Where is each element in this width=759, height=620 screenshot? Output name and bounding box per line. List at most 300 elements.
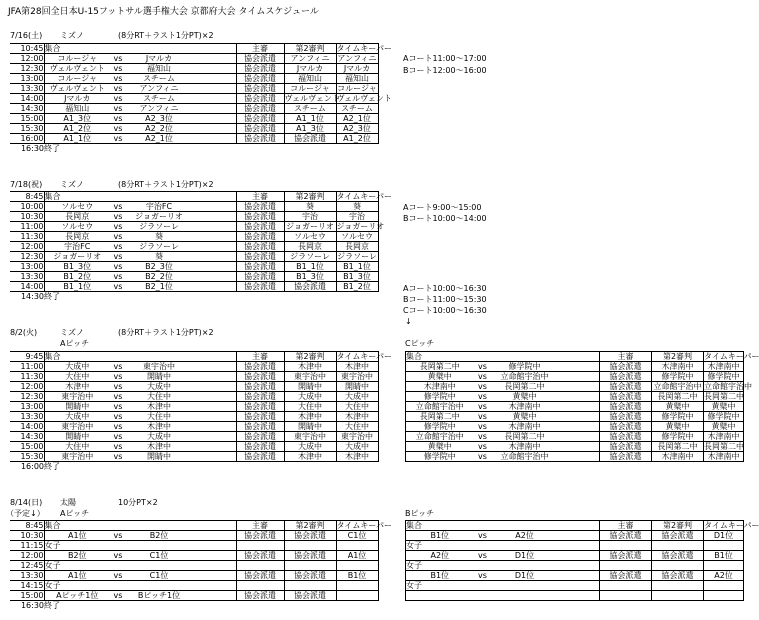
empty-cell	[600, 561, 652, 571]
match-row	[10, 561, 378, 571]
day4-pitch-a-table	[10, 520, 392, 610]
spacer-cell	[192, 272, 236, 282]
home-team: コルージャ	[44, 74, 110, 84]
match-row	[406, 392, 744, 402]
home-team: ヴェルヴェント	[44, 64, 110, 74]
second-referee: 黄檗中	[652, 422, 704, 432]
day4-pitch-b-table	[405, 520, 759, 601]
spacer-cell	[192, 392, 236, 402]
match-time: 13:30	[10, 571, 44, 581]
away-team: B2_3位	[126, 262, 192, 272]
timekeeper: B1_2位	[336, 282, 378, 292]
home-team: 宇治FC	[44, 242, 110, 252]
spacer-cell	[558, 402, 600, 412]
referee: 協会派遣	[600, 571, 652, 581]
header-assembly: 集合	[44, 44, 192, 54]
vs-label: vs	[474, 551, 492, 561]
home-team: A1_2位	[44, 124, 110, 134]
match-row	[10, 422, 378, 432]
match-row	[10, 212, 378, 222]
second-referee: 木津南中	[652, 452, 704, 462]
vs-label: vs	[110, 232, 126, 242]
home-team: 大住中	[44, 442, 110, 452]
second-referee: 大成中	[284, 442, 336, 452]
vs-label: vs	[110, 531, 126, 541]
match-time: 12:00	[10, 382, 44, 392]
day2-court-note-b: Bコート10:00～14:00	[403, 214, 487, 223]
timekeeper: ヴェルヴェント	[336, 94, 392, 103]
second-referee: 協会派遣	[652, 531, 704, 541]
timekeeper: アンフィニ	[337, 54, 377, 63]
vs-label: vs	[110, 372, 126, 382]
vs-label: vs	[474, 362, 492, 372]
second-referee: ジョガーリオ	[284, 222, 336, 232]
away-team: 木津中	[126, 422, 192, 432]
away-team: 大成中	[126, 382, 192, 392]
empty-cell	[558, 591, 600, 601]
spacer-cell	[192, 282, 236, 292]
vs-label: vs	[110, 442, 126, 452]
home-team: 開睛中	[44, 432, 110, 442]
day3-court-note-b: Bコート11:00～15:30	[403, 295, 487, 304]
vs-label: vs	[110, 84, 126, 94]
away-team: A2_3位	[126, 114, 192, 124]
home-team: 長岡第二中	[406, 362, 474, 372]
spacer-cell	[192, 402, 236, 412]
match-row	[10, 571, 378, 581]
match-row	[406, 561, 744, 571]
home-team: 長岡京	[44, 212, 110, 222]
empty-cell	[704, 561, 744, 571]
second-referee: 修学院中	[652, 412, 704, 422]
away-team: スチーム	[126, 94, 192, 104]
match-label: 女子	[44, 561, 192, 571]
home-team: A1_1位	[44, 134, 110, 144]
away-team: 葵	[126, 252, 192, 262]
spacer-cell	[192, 412, 236, 422]
timekeeper: A2_1位	[336, 114, 378, 124]
second-referee: 大住中	[284, 402, 336, 412]
vs-label: vs	[110, 412, 126, 422]
match-row	[10, 64, 378, 74]
home-team: ジョガーリオ	[44, 252, 110, 262]
header-timekeeper: タイムキーパー	[336, 521, 392, 530]
vs-label: vs	[110, 571, 126, 581]
vs-label: vs	[110, 74, 126, 84]
match-row	[10, 124, 378, 134]
timekeeper: 木津南中	[704, 432, 744, 442]
spacer-cell	[192, 442, 236, 452]
spacer-cell	[558, 362, 600, 372]
end-label: 終了	[44, 462, 60, 471]
referee: 協会派遣	[600, 362, 652, 372]
vs-label: vs	[110, 362, 126, 372]
referee: 協会派遣	[236, 571, 284, 581]
referee: 協会派遣	[236, 272, 284, 282]
header-assembly: 集合	[44, 521, 192, 531]
away-team: 修学院中	[492, 362, 558, 372]
header-row	[10, 44, 378, 54]
referee: 協会派遣	[600, 392, 652, 402]
empty-cell	[558, 561, 600, 571]
second-referee: 協会派遣	[284, 571, 336, 581]
referee: 協会派遣	[600, 422, 652, 432]
timekeeper: A1_2位	[336, 134, 378, 144]
match-time: 14:00	[10, 422, 44, 432]
vs-label: vs	[110, 392, 126, 402]
referee: 協会派遣	[236, 134, 284, 144]
match-row	[10, 531, 378, 541]
match-time: 10:30	[10, 531, 44, 541]
away-team: Jマルカ	[126, 54, 192, 64]
second-referee: 開睛中	[284, 422, 336, 432]
second-referee: B1_3位	[284, 272, 336, 282]
referee: 協会派遣	[236, 591, 284, 601]
vs-label: vs	[110, 212, 126, 222]
spacer-cell	[558, 571, 600, 581]
spacer-cell	[192, 134, 236, 144]
match-row	[10, 551, 378, 561]
empty-cell	[600, 581, 652, 591]
empty-cell	[236, 581, 284, 591]
match-row	[10, 134, 378, 144]
home-team: 修学院中	[406, 452, 474, 462]
away-team: Bピッチ1位	[126, 591, 192, 601]
second-referee: ソルセウ	[284, 232, 336, 242]
second-referee: A1_3位	[284, 124, 336, 134]
vs-label: vs	[110, 272, 126, 282]
referee: 協会派遣	[236, 242, 284, 252]
vs-label: vs	[474, 382, 492, 392]
vs-label: vs	[474, 392, 492, 402]
empty-cell	[652, 541, 704, 551]
header-row	[406, 352, 744, 362]
match-row	[10, 362, 378, 372]
away-team: 葵	[126, 232, 192, 242]
timekeeper: コルージャ	[337, 84, 377, 93]
vs-label: vs	[110, 134, 126, 144]
second-referee: 修学院中	[652, 372, 704, 382]
home-team: 開睛中	[44, 402, 110, 412]
vs-label: vs	[110, 422, 126, 432]
home-team: 長岡京	[44, 232, 110, 242]
match-time: 11:15	[10, 541, 44, 551]
match-time: 12:00	[10, 54, 44, 64]
header-timekeeper: タイムキーパー	[336, 44, 392, 53]
match-time: 12:00	[10, 551, 44, 561]
spacer-cell	[192, 262, 236, 272]
day3-venue: ミズノ	[60, 328, 84, 337]
home-team: A1_3位	[44, 114, 110, 124]
spacer-cell	[192, 114, 236, 124]
home-team: A1位	[44, 571, 110, 581]
referee: 協会派遣	[236, 551, 284, 561]
home-team: 福知山	[44, 104, 110, 114]
header-timekeeper: タイムキーパー	[336, 352, 392, 361]
match-time: 15:30	[10, 452, 44, 462]
header-second-referee: 第2審判	[284, 352, 336, 362]
away-team: アンフィニ	[126, 104, 192, 114]
empty-cell	[652, 581, 704, 591]
match-row	[10, 282, 378, 292]
away-team: 木津南中	[492, 442, 558, 452]
header-timekeeper: タイムキーパー	[336, 192, 392, 201]
home-team: 木津中	[44, 382, 110, 392]
home-team: 東宇治中	[44, 422, 110, 432]
spacer-cell	[558, 412, 600, 422]
away-team: D1位	[492, 571, 558, 581]
spacer-cell	[192, 252, 236, 262]
away-team: 木津中	[126, 442, 192, 452]
match-time: 15:00	[10, 114, 44, 124]
timekeeper: Jマルカ	[336, 64, 378, 74]
end-time: 16:00	[20, 462, 44, 471]
spacer-cell	[192, 74, 236, 84]
away-team: 長岡第二中	[492, 432, 558, 442]
match-row	[10, 591, 378, 601]
home-team: 東宇治中	[44, 452, 110, 462]
match-label: 女子	[406, 541, 558, 551]
home-team: B2位	[44, 551, 110, 561]
header-spacer	[558, 352, 600, 362]
home-team: ソルセウ	[44, 202, 110, 212]
day2-date: 7/18(祝)	[10, 180, 43, 189]
day3-court-note-a: Aコート10:00～16:30	[403, 284, 487, 293]
match-row	[10, 202, 378, 212]
day3-court-note-c: Cコート10:00～16:30	[403, 306, 487, 315]
home-team: コルージャ	[44, 54, 110, 64]
second-referee: 修学院中	[652, 432, 704, 442]
vs-label: vs	[110, 202, 126, 212]
timekeeper: D1位	[704, 531, 744, 541]
empty-cell	[192, 581, 236, 591]
timekeeper: 黄檗中	[704, 402, 744, 412]
empty-cell	[236, 541, 284, 551]
referee: 協会派遣	[600, 442, 652, 452]
spacer-cell	[558, 372, 600, 382]
vs-label: vs	[110, 222, 126, 232]
home-team: 長岡第二中	[406, 412, 474, 422]
match-row	[10, 272, 378, 282]
match-time: 11:00	[10, 362, 44, 372]
referee: 協会派遣	[236, 412, 284, 422]
vs-label: vs	[110, 242, 126, 252]
vs-label: vs	[110, 551, 126, 561]
second-referee: アンフィニ	[284, 54, 336, 64]
spacer-cell	[192, 382, 236, 392]
day2-venue: ミズノ	[60, 180, 84, 189]
timekeeper: ソルセウ	[336, 232, 378, 242]
second-referee: 長岡京	[284, 242, 336, 252]
spacer-cell	[192, 232, 236, 242]
timekeeper: 立命館宇治中	[704, 382, 752, 391]
spacer-cell	[192, 124, 236, 134]
spacer-cell	[192, 452, 236, 462]
home-team: 大成中	[44, 412, 110, 422]
vs-label: vs	[474, 402, 492, 412]
spacer-cell	[192, 591, 236, 601]
referee: 協会派遣	[236, 392, 284, 402]
day3-pitch-a-table	[10, 351, 392, 471]
timekeeper: 大住中	[336, 422, 378, 432]
spacer-cell	[558, 392, 600, 402]
referee: 協会派遣	[236, 252, 284, 262]
end-time: 14:30	[20, 292, 44, 301]
referee: 協会派遣	[236, 114, 284, 124]
day4-pitch-a-label: Aピッチ	[60, 509, 90, 518]
match-row	[10, 84, 378, 94]
second-referee: 協会派遣	[284, 531, 336, 541]
empty-cell	[600, 591, 652, 601]
home-team: A2位	[406, 551, 474, 561]
home-team: B1_2位	[44, 272, 110, 282]
home-team: 立命館宇治中	[406, 402, 474, 412]
match-time: 15:30	[10, 124, 44, 134]
match-time: 14:00	[10, 94, 44, 104]
header-spacer	[192, 521, 236, 531]
timekeeper: B1_3位	[336, 272, 378, 282]
header-spacer	[558, 521, 600, 531]
end-row	[10, 462, 378, 472]
referee: 協会派遣	[236, 64, 284, 74]
match-time: 10:30	[10, 212, 44, 222]
match-row	[406, 581, 744, 591]
vs-label: vs	[110, 104, 126, 114]
vs-label: vs	[110, 282, 126, 292]
timekeeper: ジラソーレ	[337, 252, 377, 261]
match-time: 13:00	[10, 262, 44, 272]
referee: 協会派遣	[236, 84, 284, 94]
spacer-cell	[192, 422, 236, 432]
match-row	[10, 402, 378, 412]
second-referee: 長岡第二中	[652, 392, 704, 402]
referee: 協会派遣	[236, 422, 284, 432]
away-team: 木津南中	[492, 422, 558, 432]
referee: 協会派遣	[600, 452, 652, 462]
referee: 協会派遣	[600, 412, 652, 422]
timekeeper: 長岡京	[336, 242, 378, 252]
match-label: 女子	[406, 561, 558, 571]
timekeeper: A2位	[704, 571, 744, 581]
second-referee: 協会派遣	[652, 551, 704, 561]
timekeeper: A2_3位	[336, 124, 378, 134]
home-team: 木津南中	[406, 382, 474, 392]
end-row	[10, 144, 378, 154]
match-row	[10, 442, 378, 452]
home-team: 大住中	[44, 372, 110, 382]
empty-cell	[704, 581, 744, 591]
referee: 協会派遣	[236, 442, 284, 452]
home-team: 黄檗中	[406, 372, 474, 382]
second-referee: 黄檗中	[652, 402, 704, 412]
away-team: ジョガーリオ	[126, 212, 192, 222]
away-team: 宇治FC	[126, 202, 192, 212]
empty-cell	[336, 581, 378, 591]
spacer-cell	[558, 432, 600, 442]
match-row	[10, 581, 378, 591]
spacer-cell	[192, 212, 236, 222]
second-referee: コルージャ	[284, 84, 336, 94]
empty-cell	[284, 541, 336, 551]
second-referee: 大成中	[284, 392, 336, 402]
vs-label: vs	[474, 432, 492, 442]
spacer-cell	[192, 64, 236, 74]
match-time: 15:00	[10, 591, 44, 601]
referee: 協会派遣	[236, 222, 284, 232]
away-team: 開睛中	[126, 452, 192, 462]
spacer-cell	[192, 242, 236, 252]
away-team: 福知山	[126, 64, 192, 74]
day3-date: 8/2(火)	[10, 328, 38, 337]
match-row	[10, 382, 378, 392]
timekeeper: 長岡第二中	[704, 442, 744, 451]
home-team: B1_3位	[44, 262, 110, 272]
away-team: A2_2位	[126, 124, 192, 134]
match-row	[406, 382, 744, 392]
referee: 協会派遣	[600, 382, 652, 392]
match-row	[10, 372, 378, 382]
match-row	[10, 262, 378, 272]
timekeeper: 木津南中	[704, 452, 744, 462]
spacer-cell	[558, 422, 600, 432]
match-row	[10, 452, 378, 462]
start-time: 8:45	[10, 192, 44, 202]
second-referee: 福知山	[284, 74, 336, 84]
header-row	[10, 352, 378, 362]
referee: 協会派遣	[236, 382, 284, 392]
timekeeper: B1位	[704, 551, 744, 561]
match-row	[10, 94, 378, 104]
timekeeper	[336, 591, 378, 601]
away-team: 長岡第二中	[492, 382, 558, 392]
timekeeper: B1_1位	[336, 262, 378, 272]
home-team: B1_1位	[44, 282, 110, 292]
match-time: 10:00	[10, 202, 44, 212]
header-second-referee: 第2審判	[284, 44, 336, 54]
spacer-cell	[192, 54, 236, 64]
spacer-cell	[192, 362, 236, 372]
match-time: 13:30	[10, 84, 44, 94]
vs-label: vs	[110, 252, 126, 262]
empty-cell	[600, 541, 652, 551]
day4-format: 10分PT×2	[118, 498, 158, 507]
away-team: 黄檗中	[492, 392, 558, 402]
away-team: C1位	[126, 551, 192, 561]
header-row	[10, 521, 378, 531]
header-referee: 主審	[600, 521, 652, 531]
timekeeper: B1位	[336, 571, 378, 581]
match-row	[406, 372, 744, 382]
vs-label: vs	[474, 452, 492, 462]
header-assembly: 集合	[44, 192, 192, 202]
day1-court-note-b: Bコート12:00～16:00	[403, 66, 487, 75]
match-row	[10, 54, 378, 64]
second-referee: 開睛中	[284, 382, 336, 392]
away-team: 東宇治中	[126, 362, 192, 372]
referee: 協会派遣	[600, 402, 652, 412]
away-team: ジラソーレ	[126, 242, 192, 252]
spacer-cell	[192, 551, 236, 561]
home-team: 修学院中	[406, 392, 474, 402]
away-team: 大住中	[126, 412, 192, 422]
away-team: 大住中	[126, 392, 192, 402]
match-row	[10, 412, 378, 422]
header-timekeeper: タイムキーパー	[704, 521, 759, 530]
vs-label: vs	[110, 382, 126, 392]
timekeeper: 大成中	[336, 392, 378, 402]
vs-label: vs	[110, 452, 126, 462]
match-row	[406, 452, 744, 462]
